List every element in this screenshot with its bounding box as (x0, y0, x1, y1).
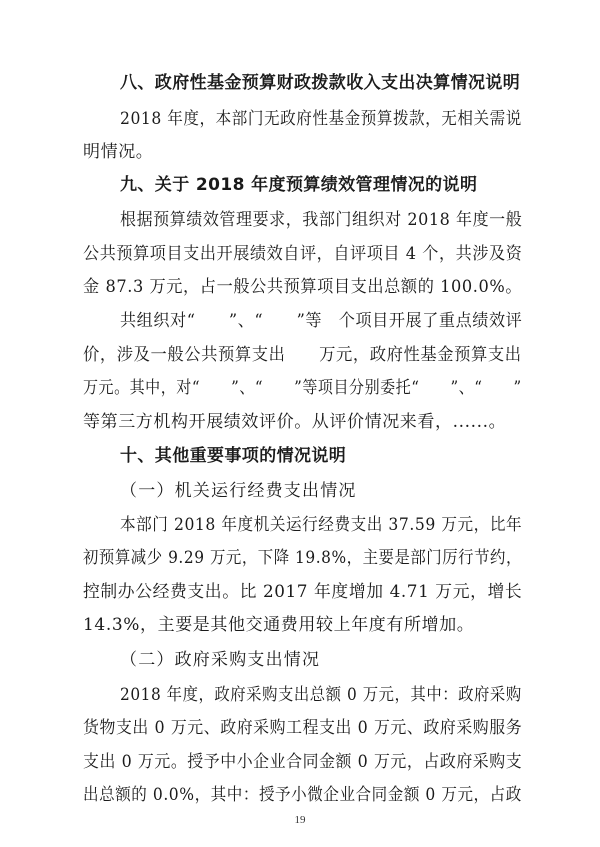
paragraph-line: 万元。其中，对“ ”、“ ”等项目分别委托“ ”、“ ” (83, 378, 522, 398)
paragraph-line: 控制办公经费支出。比 2017 年度增加 4.71 万元，增长 (83, 582, 523, 602)
paragraph-line: 金 87.3 万元，占一般公共预算项目支出总额的 100.0%。 (83, 277, 523, 297)
section-8-heading: 八、政府性基金预算财政拨款收入支出决算情况说明 (120, 73, 521, 93)
paragraph-line: 价，涉及一般公共预算支出 万元，政府性基金预算支出 (83, 345, 522, 365)
paragraph-line: 出总额的 0.0%，其中：授予小微企业合同金额 0 万元，占政 (83, 785, 522, 805)
paragraph-line: 根据预算绩效管理要求，我部门组织对 2018 年度一般 (120, 210, 523, 230)
paragraph-line: 2018 年度，本部门无政府性基金预算拨款，无相关需说 (120, 109, 522, 129)
page-number: 19 (294, 814, 306, 826)
paragraph-line: 14.3%，主要是其他交通费用较上年度有所增加。 (83, 615, 475, 635)
section-10-heading: 十、其他重要事项的情况说明 (120, 446, 347, 466)
paragraph-line: 初预算减少 9.29 万元，下降 19.8%，主要是部门厉行节约， (83, 548, 522, 568)
paragraph-line: 共组织对“ ”、“ ”等 个项目开展了重点绩效评 (120, 311, 523, 331)
paragraph-line: 支出 0 万元。授予中小企业合同金额 0 万元，占政府采购支 (83, 752, 523, 772)
section-9-heading: 九、关于 2018 年度预算绩效管理情况的说明 (120, 175, 478, 195)
paragraph-line: 货物支出 0 万元、政府采购工程支出 0 万元、政府采购服务 (83, 718, 523, 738)
paragraph-line: 等第三方机构开展绩效评价。从评价情况来看，......。 (83, 412, 507, 432)
paragraph-line: 明情况。 (83, 142, 154, 162)
paragraph-line: 公共预算项目支出开展绩效自评，自评项目 4 个，共涉及资 (83, 244, 523, 264)
paragraph-line: 本部门 2018 年度机关运行经费支出 37.59 万元，比年 (120, 515, 523, 535)
subsection-1-heading: （一）机关运行经费支出情况 (120, 481, 357, 501)
paragraph-line: 2018 年度，政府采购支出总额 0 万元，其中：政府采购 (120, 685, 522, 705)
subsection-2-heading: （二）政府采购支出情况 (120, 650, 321, 670)
